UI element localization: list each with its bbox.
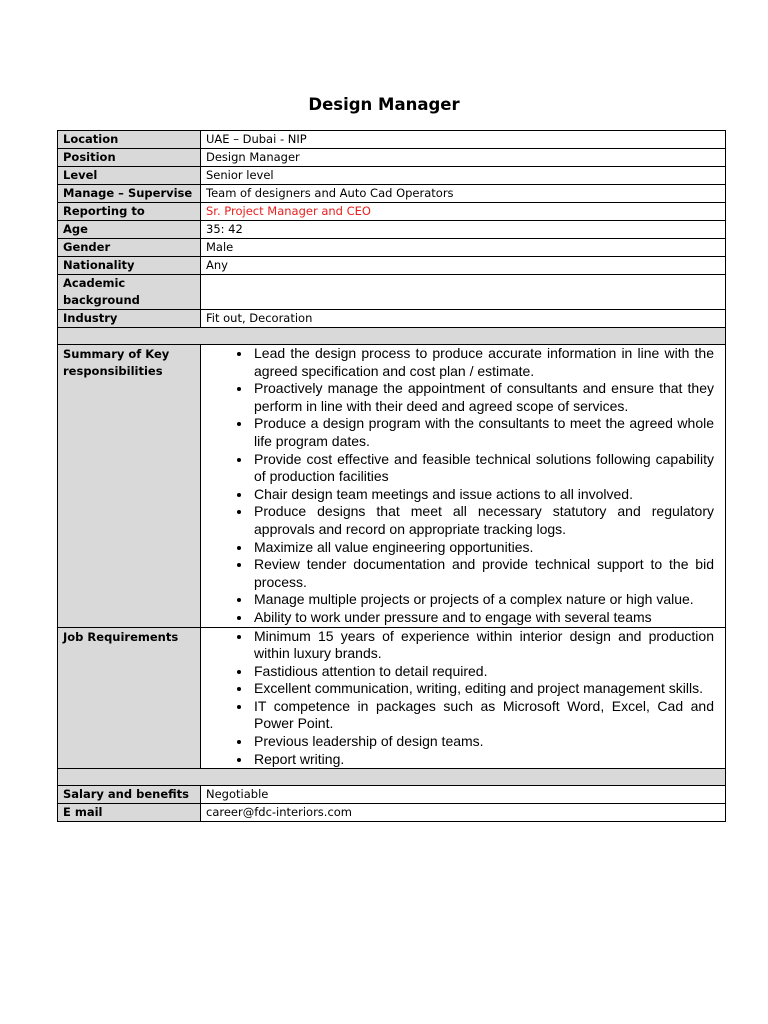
row-job-requirements: [58, 627, 726, 769]
list-item: • Excellent communication, writing, editing and project management skills.: [252, 680, 714, 698]
row-value: Team of designers and Auto Cad Operators: [201, 185, 726, 203]
row-industry: [58, 310, 726, 328]
row-value: Male: [201, 239, 726, 257]
row-location: [58, 131, 726, 149]
row-label: Level: [58, 167, 201, 185]
requirements-list: [206, 628, 720, 769]
row-age: [58, 221, 726, 239]
row-label: Manage – Supervise: [58, 185, 201, 203]
list-item: • Produce a design program with the consultants to meet the agreed whole life program dates.: [252, 415, 714, 450]
row-value: Sr. Project Manager and CEO: [201, 203, 726, 221]
row-value: Fit out, Decoration: [201, 310, 726, 328]
row-reporting-to: [58, 203, 726, 221]
row-label: Academic background: [58, 275, 201, 310]
list-item: • Maximize all value engineering opportunities.: [252, 539, 714, 557]
list-item: • Produce designs that meet all necessary statutory and regulatory approvals and record on appropriate tracking logs.: [252, 503, 714, 538]
row-label: Reporting to: [58, 203, 201, 221]
list-item: • Manage multiple projects or projects of a complex nature or high value.: [252, 591, 714, 609]
list-item: • IT competence in packages such as Microsoft Word, Excel, Cad and Power Point.: [252, 698, 714, 733]
summary-list: [206, 345, 720, 627]
row-manage-supervise: [58, 185, 726, 203]
list-item: • Minimum 15 years of experience within interior design and production within luxury brands.: [252, 628, 714, 663]
list-item: • Lead the design process to produce accurate information in line with the agreed specification and cost plan / estimate.: [252, 345, 714, 380]
spacer-row: [58, 328, 726, 345]
row-label: Position: [58, 149, 201, 167]
row-label: Industry: [58, 310, 201, 328]
salary-value: Negotiable: [201, 786, 726, 804]
row-value: [201, 275, 726, 310]
list-item: • Provide cost effective and feasible technical solutions following capability of production facilities: [252, 451, 714, 486]
row-value: Senior level: [201, 167, 726, 185]
requirements-label: Job Requirements: [58, 627, 201, 769]
page-title: Design Manager: [308, 95, 460, 114]
row-salary: [58, 786, 726, 804]
row-value: UAE – Dubai - NIP: [201, 131, 726, 149]
spacer-row: [58, 769, 726, 786]
row-level: [58, 167, 726, 185]
row-label: Location: [58, 131, 201, 149]
row-value: Design Manager: [201, 149, 726, 167]
row-academic-background: [58, 275, 726, 310]
email-value: career@fdc-interiors.com: [201, 804, 726, 822]
list-item: • Chair design team meetings and issue actions to all involved.: [252, 486, 714, 504]
list-item: • Report writing.: [252, 751, 714, 769]
list-item: • Review tender documentation and provide technical support to the bid process.: [252, 556, 714, 591]
row-value: 35: 42: [201, 221, 726, 239]
row-email: [58, 804, 726, 822]
row-label: Nationality: [58, 257, 201, 275]
row-position: [58, 149, 726, 167]
row-label: Gender: [58, 239, 201, 257]
email-label: E mail: [58, 804, 201, 822]
list-item: • Ability to work under pressure and to engage with several teams: [252, 609, 714, 627]
list-item: • Proactively manage the appointment of consultants and ensure that they perform in line with their deed and agreed scope of services.: [252, 380, 714, 415]
row-nationality: [58, 257, 726, 275]
row-value: Any: [201, 257, 726, 275]
row-gender: [58, 239, 726, 257]
list-item: • Previous leadership of design teams.: [252, 733, 714, 751]
row-summary: [58, 345, 726, 628]
salary-label: Salary and benefits: [58, 786, 201, 804]
row-label: Age: [58, 221, 201, 239]
list-item: • Fastidious attention to detail required.: [252, 663, 714, 681]
summary-label: Summary of Key responsibilities: [58, 345, 201, 628]
job-details-table: [57, 130, 726, 822]
